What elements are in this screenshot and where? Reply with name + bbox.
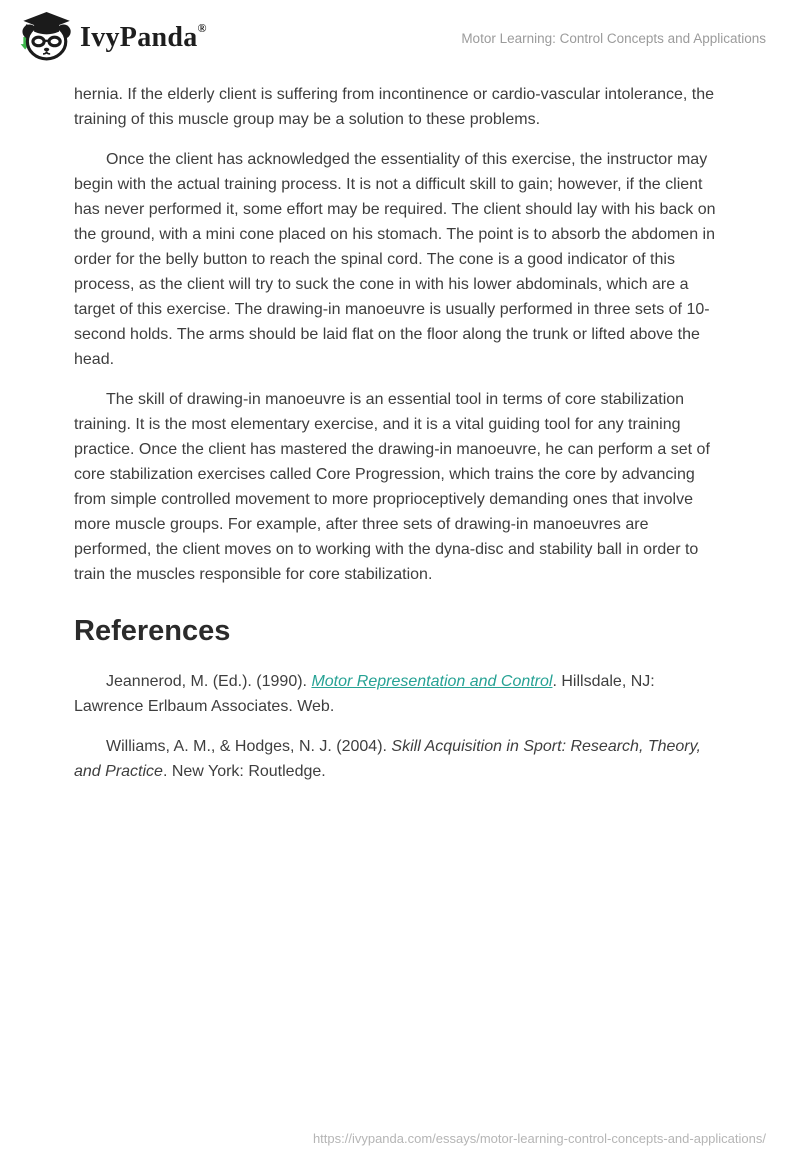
reference-item bbox=[74, 734, 726, 784]
paragraphs-container bbox=[74, 82, 726, 587]
reference-item bbox=[74, 669, 726, 719]
ivypanda-panda-graduation-cap-icon bbox=[14, 12, 72, 62]
essay-paragraph: Once the client has acknowledged the essentiality of this exercise, the instructor may begin with the actual training process. It is not a difficult skill to gain; however, if the client has never performed it, some effort may be required. The client should lay with his back on the ground, with a mini cone placed on his stomach. The point is to absorb the abdomen in order for the belly button to reach the spinal cord. The cone is a good indicator of this process, as the client will try to suck the cone in with his lower abdominals, which are a target of this exercise. The drawing-in manoeuvre is usually performed in three sets of 10-second holds. The arms should be laid flat on the floor along the trunk or lifted above the head. bbox=[74, 151, 716, 368]
source-url: https://ivypanda.com/essays/motor-learning-control-concepts-and-applications/ bbox=[312, 1131, 766, 1146]
essay-paragraph: hernia. If the elderly client is suffering from incontinence or cardio-vascular intolerance, the training of this muscle group may be a solution to these problems. bbox=[74, 86, 715, 128]
reference-text: . Hillsdale, NJ: Lawrence Erlbaum Associates. Web. bbox=[74, 673, 655, 715]
essay-content bbox=[0, 82, 800, 784]
reference-text: . New York: Routledge. bbox=[162, 763, 326, 780]
brand-name: IvyPanda bbox=[80, 22, 198, 53]
essay-paragraph: The skill of drawing-in manoeuvre is an essential tool in terms of core stabilization training. It is the most elementary exercise, and it is a vital guiding tool for any training practice. Once the client has mastered the drawing-in manoeuvre, he can perform a set of core stabilization exercises called Core Progression, which trains the core by advancing from simple controlled movement to more proprioceptively demanding ones that involve more muscle groups. For example, after three sets of drawing-in manoeuvres are performed, the client moves on to working with the dyna-disc and stability ball in order to train the muscles responsible for core stabilization. bbox=[74, 391, 710, 583]
brand-wordmark bbox=[80, 22, 207, 52]
registered-mark: ® bbox=[197, 21, 207, 35]
page-footer bbox=[313, 1131, 766, 1146]
references-list bbox=[74, 669, 726, 784]
document-title: Motor Learning: Control Concepts and Applications bbox=[461, 30, 766, 46]
page-header bbox=[0, 0, 800, 66]
reference-text: Williams, A. M., & Hodges, N. J. (2004). bbox=[106, 738, 392, 755]
references-heading: References bbox=[74, 615, 231, 647]
brand-logo[interactable] bbox=[14, 12, 207, 62]
reference-link[interactable]: Motor Representation and Control bbox=[311, 673, 553, 690]
reference-text: Jeannerod, M. (Ed.). (1990). bbox=[106, 673, 312, 690]
book-title-italic: Skill Acquisition in Sport: Research, Theory, and Practice bbox=[74, 738, 701, 780]
